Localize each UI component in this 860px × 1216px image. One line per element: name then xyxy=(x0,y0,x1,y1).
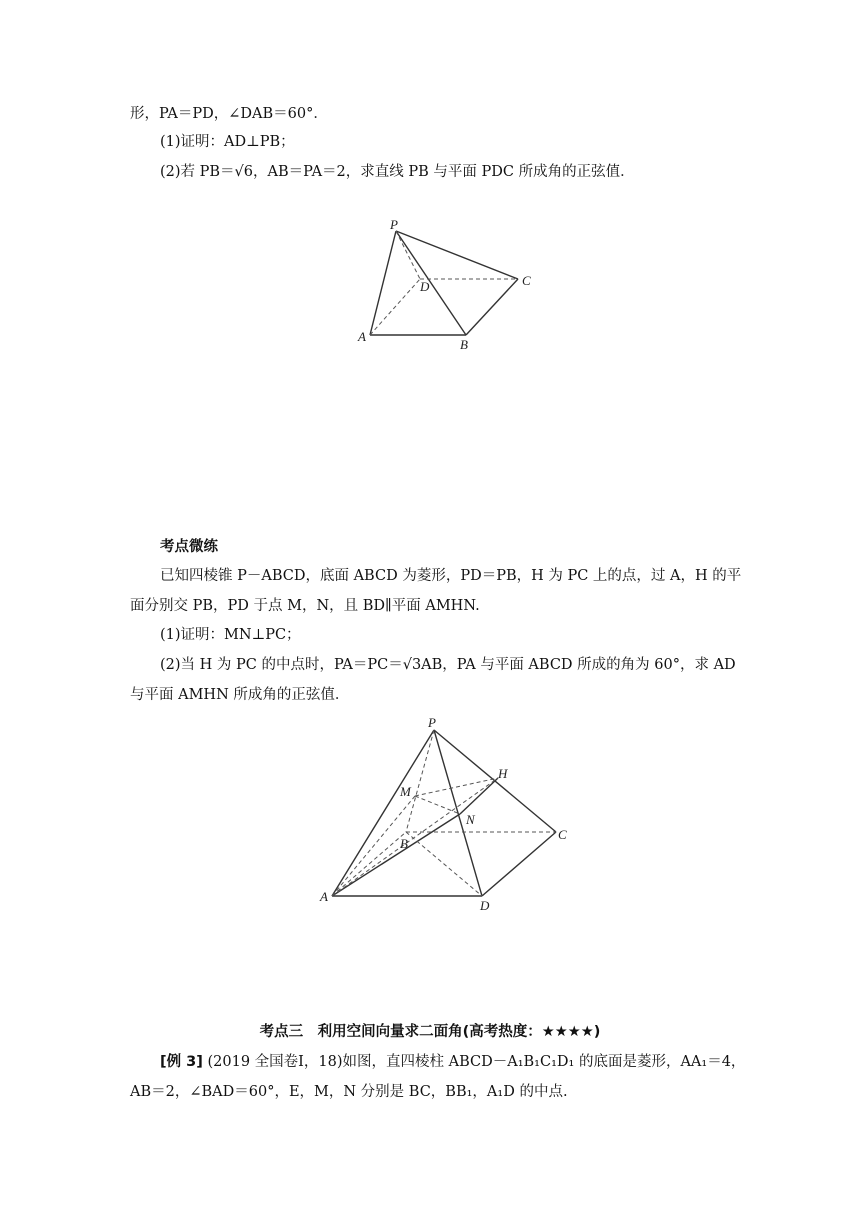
edge-PC xyxy=(396,231,518,279)
label-D: D xyxy=(420,279,430,294)
practice-question-2-line-2: 与平面 AMHN 所成角的正弦值． xyxy=(130,687,350,703)
figure-1-edges xyxy=(370,231,518,335)
label-A: A xyxy=(320,889,328,904)
edge-BD xyxy=(406,832,482,896)
label-B: B xyxy=(460,337,468,352)
example-3-line-1 xyxy=(160,1052,745,1072)
edge-PA xyxy=(370,231,396,335)
section-3-heading: 考点三 利用空间向量求二面角(高考热度：★★★★) xyxy=(259,1024,601,1040)
edge-AN xyxy=(332,814,460,896)
label-N: N xyxy=(466,812,475,827)
edge-BC xyxy=(466,279,518,335)
example2-question-2: (2)若 PB＝√6，AB＝PA＝2，求直线 PB 与平面 PDC 所成角的正弦值． xyxy=(160,164,635,180)
example-3-text-1: (2019 全国卷Ⅰ，18)如图，直四棱柱 ABCD－A₁B₁C₁D₁ 的底面是菱形，AA₁＝4， xyxy=(207,1054,746,1070)
edge-NH xyxy=(460,778,498,814)
edge-PA xyxy=(332,730,434,896)
edge-MH xyxy=(415,778,498,796)
figure-2-edges xyxy=(332,730,556,896)
edge-PD xyxy=(396,231,420,279)
example-3-line-2: AB＝2，∠BAD＝60°，E，M，N 分别是 BC，BB₁，A₁D 的中点. xyxy=(130,1084,568,1100)
label-M: M xyxy=(400,784,411,799)
edge-PB xyxy=(406,730,434,832)
pyramid-figure-2 xyxy=(310,712,580,922)
edge-AB xyxy=(332,832,406,896)
example2-stem-tail: 形，PA＝PD，∠DAB＝60°． xyxy=(130,106,328,122)
edge-PD xyxy=(434,730,482,896)
label-B: B xyxy=(400,836,408,851)
practice-stem-line-2: 面分别交 PB，PD 于点 M，N，且 BD∥平面 AMHN. xyxy=(130,598,480,614)
label-H: H xyxy=(498,766,508,781)
example-3-tag: [例 3] xyxy=(160,1054,203,1070)
example2-question-1: (1)证明：AD⊥PB； xyxy=(160,134,295,150)
edge-DC xyxy=(482,832,556,896)
label-P: P xyxy=(390,217,398,232)
practice-question-1: (1)证明：MN⊥PC； xyxy=(160,627,301,643)
label-A: A xyxy=(358,329,366,344)
pyramid-figure-1 xyxy=(350,215,550,355)
label-P: P xyxy=(428,715,436,730)
label-D: D xyxy=(480,898,490,913)
practice-heading: 考点微练 xyxy=(160,539,218,555)
practice-question-2-line-1: (2)当 H 为 PC 的中点时，PA＝PC＝√3AB，PA 与平面 ABCD 所成的角为 60°，求 AD xyxy=(160,657,736,673)
edge-PB xyxy=(396,231,466,335)
practice-stem-line-1: 已知四棱锥 P－ABCD，底面 ABCD 为菱形，PD＝PB，H 为 PC 上的点，过 A，H 的平 xyxy=(160,568,742,584)
label-C: C xyxy=(522,273,531,288)
label-C: C xyxy=(558,827,567,842)
